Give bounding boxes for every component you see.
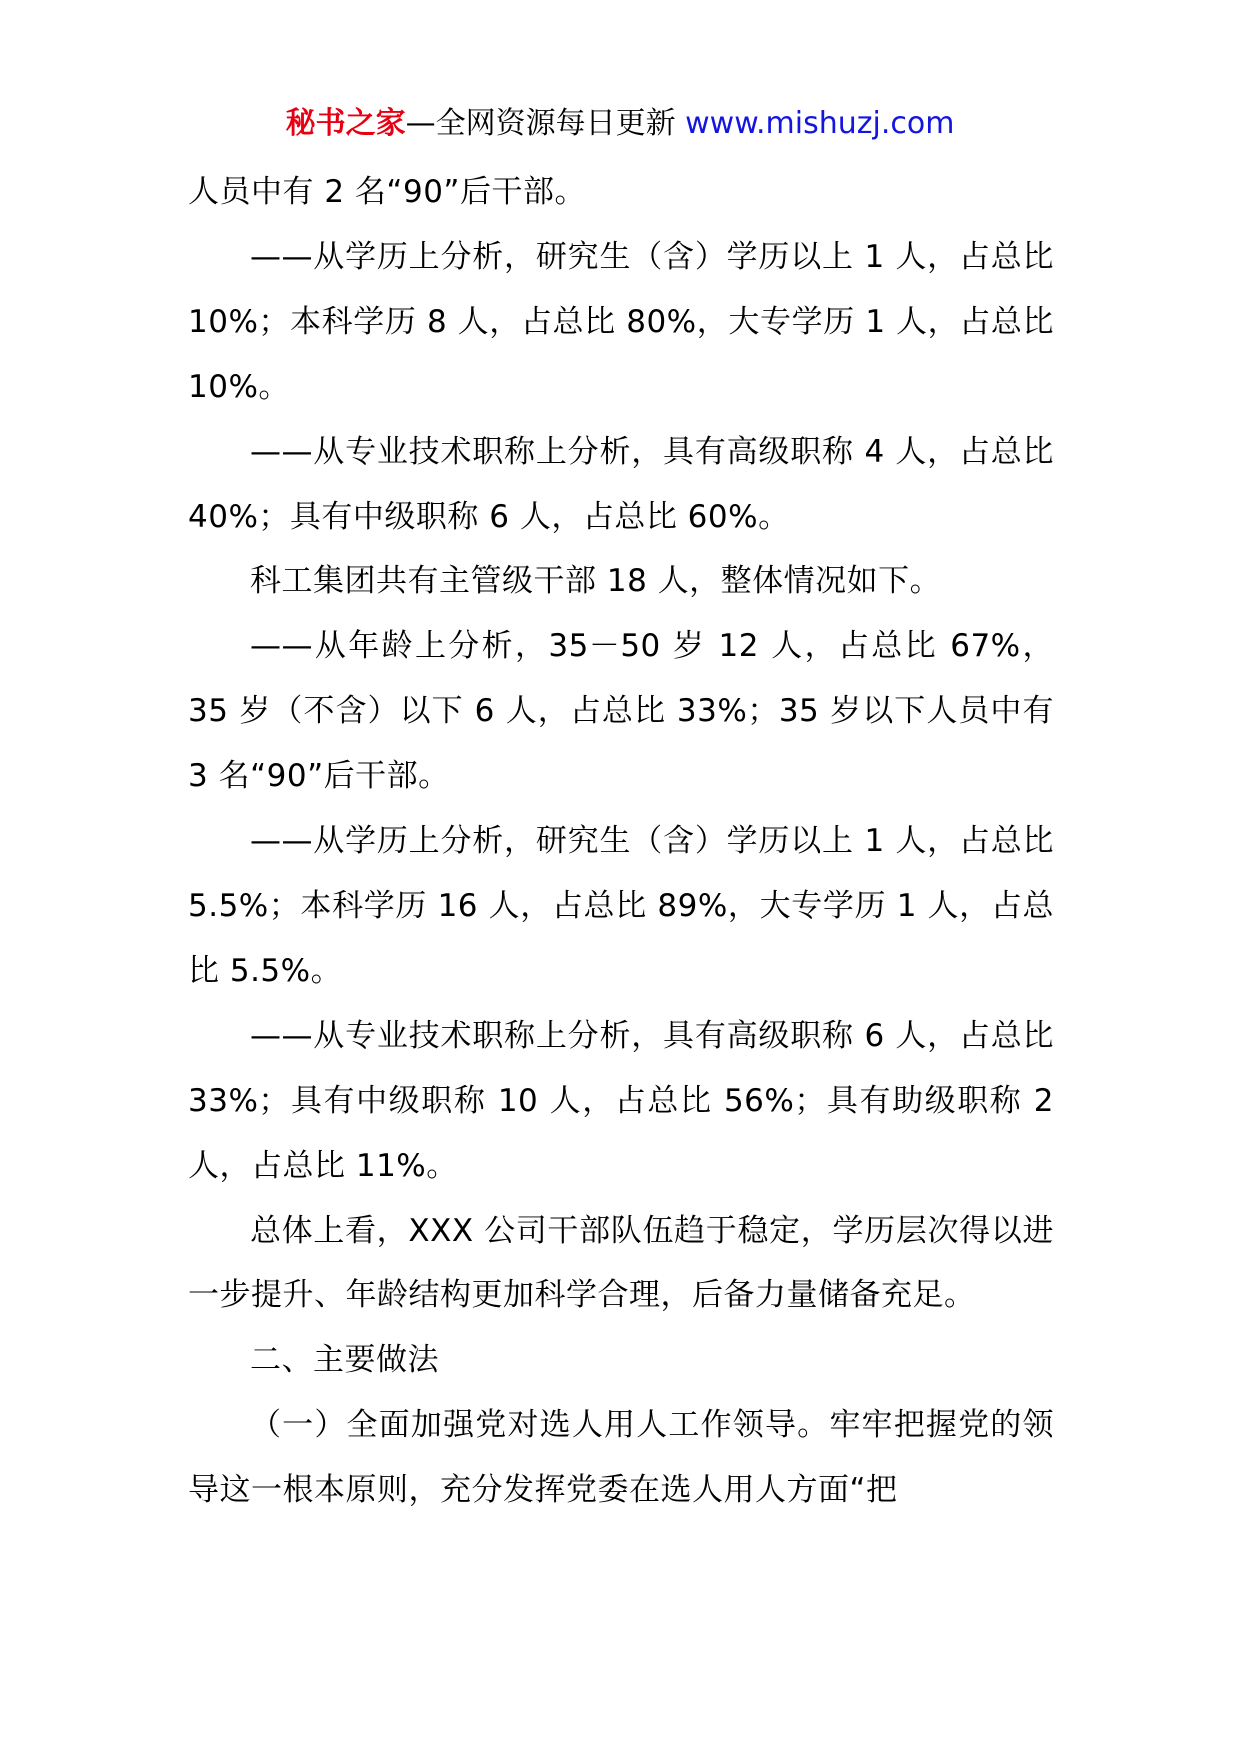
paragraph: ——从年龄上分析，35－50 岁 12 人，占总比 67%，35 岁（不含）以下 6 人，占总比 33%；35 岁以下人员中有 3 名“90”后干部。	[188, 628, 1054, 795]
paragraph-continued: 人员中有 2 名“90”后干部。	[188, 174, 586, 210]
document-body	[188, 160, 1054, 1523]
paragraph: 科工集团共有主管级干部 18 人，整体情况如下。	[250, 563, 942, 600]
paragraph: 总体上看，XXX 公司干部队伍趋于稳定，学历层次得以进一步提升、年龄结构更加科学合理，后备力量储备充足。	[188, 1212, 1054, 1314]
paragraph: ——从专业技术职称上分析，具有高级职称 6 人，占总比 33%；具有中级职称 10 人，占总比 56%；具有助级职称 2 人，占总比 11%。	[188, 1017, 1054, 1184]
paragraph: ——从专业技术职称上分析，具有高级职称 4 人，占总比 40%；具有中级职称 6 人，占总比 60%。	[188, 433, 1054, 535]
header-tagline: —全网资源每日更新	[405, 106, 686, 141]
paragraph: （一）全面加强党对选人用人工作领导。牢牢把握党的领导这一根本原则，充分发挥党委在选人用人方面“把	[188, 1407, 1054, 1509]
paragraph: ——从学历上分析，研究生（含）学历以上 1 人，占总比 10%；本科学历 8 人，占总比 80%，大专学历 1 人，占总比 10%。	[188, 238, 1054, 405]
header-url-link[interactable]: www.mishuzj.com	[685, 106, 955, 141]
page-header	[0, 104, 1240, 144]
paragraph: ——从学历上分析，研究生（含）学历以上 1 人，占总比 5.5%；本科学历 16 人，占总比 89%，大专学历 1 人，占总比 5.5%。	[188, 823, 1054, 989]
header-brand: 秘书之家	[285, 106, 406, 141]
section-heading: 二、主要做法	[250, 1342, 439, 1379]
